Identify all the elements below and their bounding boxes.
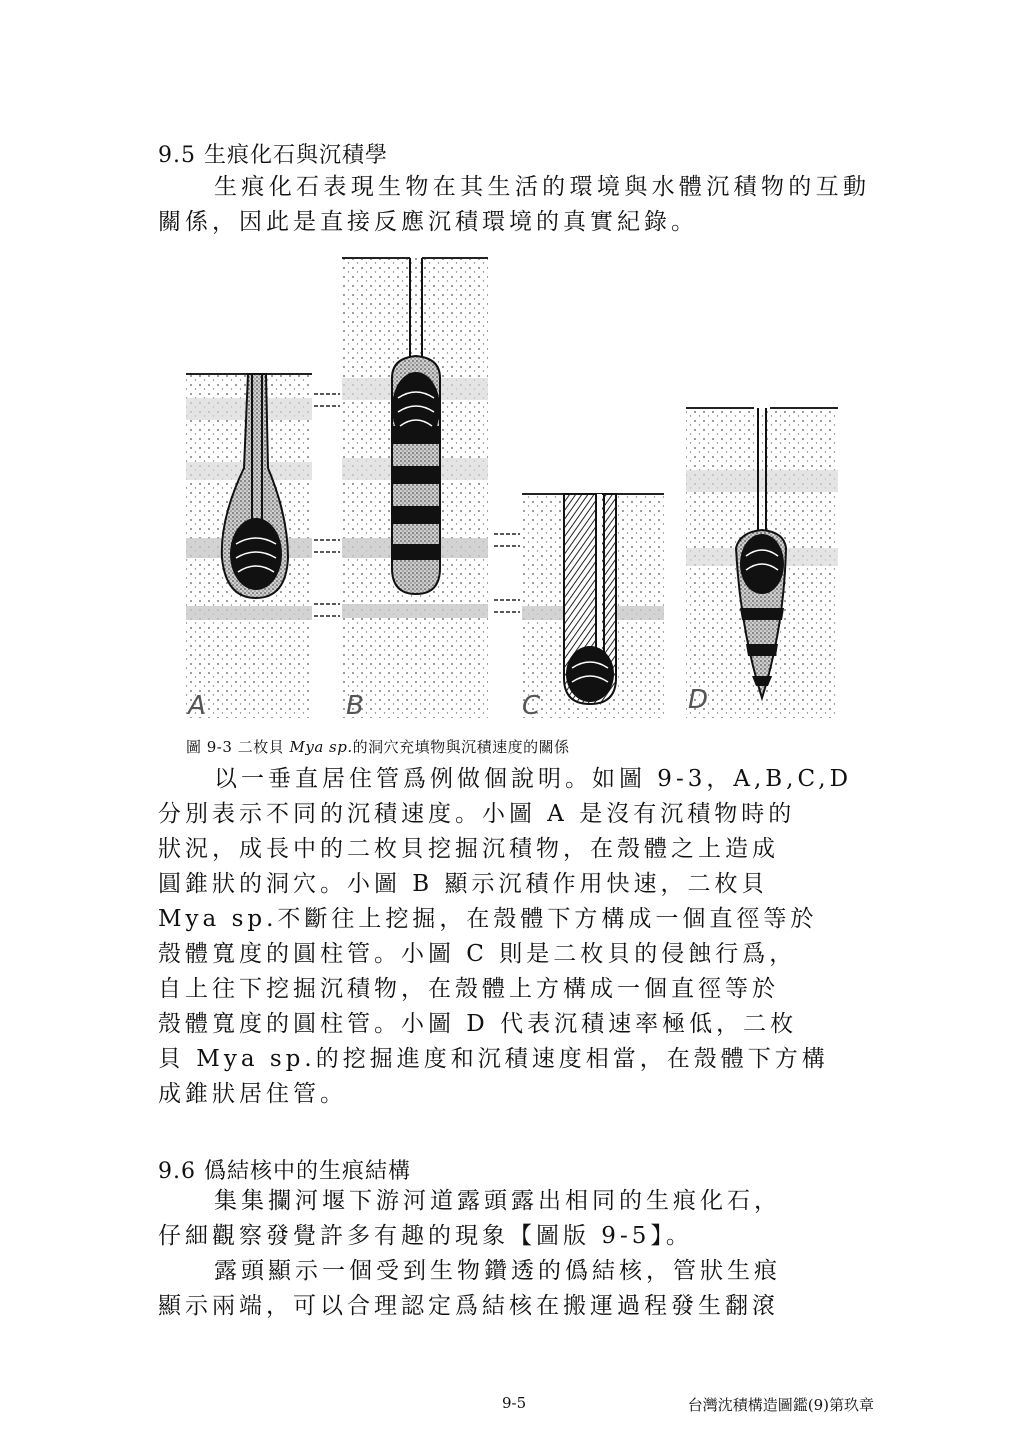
paragraph-line: 成錐狀居住管。 [158, 1081, 347, 1107]
caption-species: Mya sp. [289, 738, 353, 756]
paragraph-line: 仔細觀察發覺許多有趣的現象【圖版 9-5】。 [158, 1223, 693, 1249]
paragraph-line: 殼體寬度的圓柱管。小圖 D 代表沉積速率極低，二枚 [158, 1011, 798, 1037]
page-number: 9-5 [502, 1394, 527, 1412]
section-heading-9-6: 9.6 僞結核中的生痕結構 [158, 1159, 411, 1184]
paragraph-line: 分別表示不同的沉積速度。小圖 A 是沒有沉積物時的 [158, 801, 796, 827]
paragraph-line: 露頭顯示一個受到生物鑽透的僞結核，管狀生痕 [214, 1258, 781, 1284]
figure-9-3-burrow-diagram [180, 248, 850, 728]
paragraph-line: 狀況，成長中的二枚貝挖掘沉積物，在殼體之上造成 [158, 836, 779, 862]
running-footer-title: 台灣沈積構造圖鑑(9)第玖章 [687, 1396, 874, 1414]
section-heading-9-5: 9.5 生痕化石與沉積學 [158, 143, 388, 168]
paragraph-line: 集集攔河堰下游河道露頭露出相同的生痕化石， [214, 1188, 781, 1214]
caption-suffix: 的洞穴充填物與沉積速度的關係 [352, 738, 570, 756]
paragraph-section-9-6 [158, 1184, 870, 1324]
panel-label-b: B [346, 691, 364, 721]
paragraph-line: 顯示兩端，可以合理認定爲結核在搬運過程發生翻滾 [158, 1293, 779, 1319]
panel-label-d: D [688, 685, 709, 715]
caption-prefix: 圖 9-3 二枚貝 [186, 738, 285, 756]
panel-label-a: A [188, 691, 206, 721]
paragraph-line: Mya sp.不斷往上挖掘，在殼體下方構成一個直徑等於 [158, 906, 818, 932]
panel-label-c: C [522, 691, 541, 721]
panel-d [686, 408, 838, 718]
panel-c [494, 494, 664, 718]
paragraph-line: 以一垂直居住管爲例做個說明。如圖 9-3，A,B,C,D [214, 766, 853, 792]
paragraph-line: 自上往下挖掘沉積物，在殼體上方構成一個直徑等於 [158, 976, 779, 1002]
paragraph-line: 貝 Mya sp.的挖掘進度和沉積速度相當，在殼體下方構 [158, 1046, 829, 1072]
paragraph-intro [158, 170, 870, 240]
paragraph-line: 殼體寬度的圓柱管。小圖 C 則是二枚貝的侵蝕行爲， [158, 941, 797, 967]
paragraph-line: 圓錐狀的洞穴。小圖 B 顯示沉積作用快速，二枚貝 [158, 871, 769, 897]
panel-b [342, 258, 488, 718]
panel-a [186, 374, 340, 718]
paragraph-explanation [158, 762, 870, 1112]
figure-caption [186, 736, 570, 757]
paragraph-text: 生痕化石表現生物在其生活的環境與水體沉積物的互動關係，因此是直接反應沉積環境的真實紀錄。 [158, 174, 870, 235]
